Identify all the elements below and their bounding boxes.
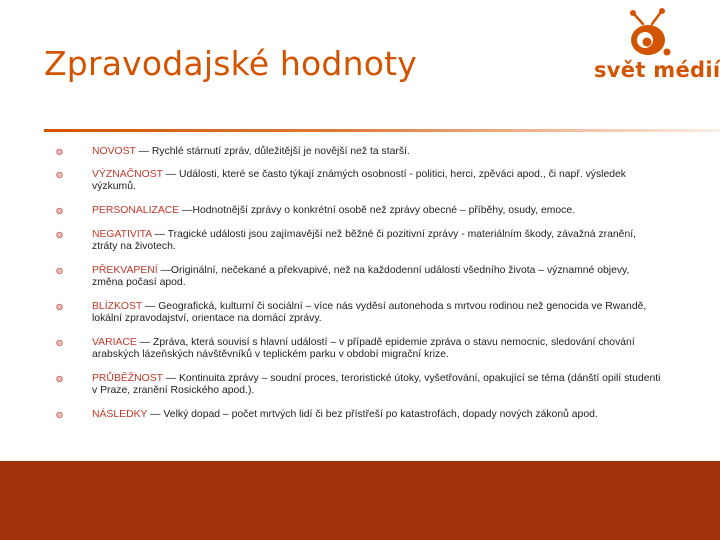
bullet-icon: ◍ [56, 266, 63, 275]
list-item-text [92, 409, 662, 421]
term-label: VARIACE [92, 337, 137, 348]
list-item-text [92, 301, 662, 325]
list-item-text [92, 229, 662, 253]
term-label: NEGATIVITA [92, 229, 152, 240]
term-label: PŘEKVAPENÍ [92, 265, 158, 276]
term-description: —Originální, nečekané a překvapivé, než na každodenní události všedního života – významné objevy, změna počasí apod. [92, 265, 630, 288]
term-label: NÁSLEDKY [92, 409, 148, 420]
footer-bar [0, 461, 720, 540]
page-title: Zpravodajské hodnoty [44, 44, 417, 83]
logo [590, 8, 720, 88]
bullet-icon: ◍ [56, 147, 63, 156]
bullet-icon: ◍ [56, 338, 63, 347]
list-item-text [92, 373, 662, 397]
term-label: VÝZNAČNOST [92, 169, 163, 180]
term-description: — Rychlé stárnutí zpráv, důležitější je novější než ta starší. [135, 146, 410, 157]
term-description: — Velký dopad – počet mrtvých lidí či bez přístřeší po katastrofách, dopady nových zákonů apod. [147, 409, 598, 420]
list-item-text [92, 205, 662, 217]
term-description: — Události, které se často týkají známých osobností - politici, herci, zpěváci apod., či např. výsledek výzkumů. [92, 169, 626, 192]
term-description: — Tragické události jsou zajímavější než běžné či pozitivní zprávy - materiálním škody, závažná zranění, ztráty na životech. [92, 229, 637, 252]
bullet-icon: ◍ [56, 410, 63, 419]
term-description: —Hodnotnější zprávy o konkrétní osobě než zprávy obecné – příběhy, osudy, emoce. [179, 205, 576, 216]
list-item-text [92, 337, 662, 361]
tv-antenna-icon [590, 8, 712, 58]
header-divider [44, 129, 720, 132]
list-item-text [92, 146, 662, 158]
bullet-icon: ◍ [56, 230, 63, 239]
term-label: PRŮBĚŽNOST [92, 373, 163, 384]
term-description: — Kontinuita zprávy – soudní proces, teroristické útoky, vyšetřování, opakující se téma (dánští opilí studenti v Praze, zranění Rosického apod.). [92, 373, 661, 396]
term-description: — Zpráva, která souvisí s hlavní událostí – v případě epidemie zpráva o stavu nemocnic, sledování chování arabských lázeňských návštěvníků v teplickém parku v období migrační krize. [92, 337, 635, 360]
term-label: BLÍZKOST [92, 301, 143, 312]
bullet-icon: ◍ [56, 302, 63, 311]
bullet-icon: ◍ [56, 170, 63, 179]
list-item-text [92, 169, 662, 193]
bullet-icon: ◍ [56, 374, 63, 383]
bullet-icon: ◍ [56, 206, 63, 215]
term-description: — Geografická, kulturní či sociální – více nás vyděsí autonehoda s mrtvou rodinou než genocida ve Rwandě, lokální zpravodajství, orientace na domácí zprávy. [92, 301, 647, 324]
term-label: NOVOST [92, 146, 136, 157]
term-label: PERSONALIZACE [92, 205, 180, 216]
logo-text: svět médií [594, 58, 720, 82]
list-item-text [92, 265, 662, 289]
